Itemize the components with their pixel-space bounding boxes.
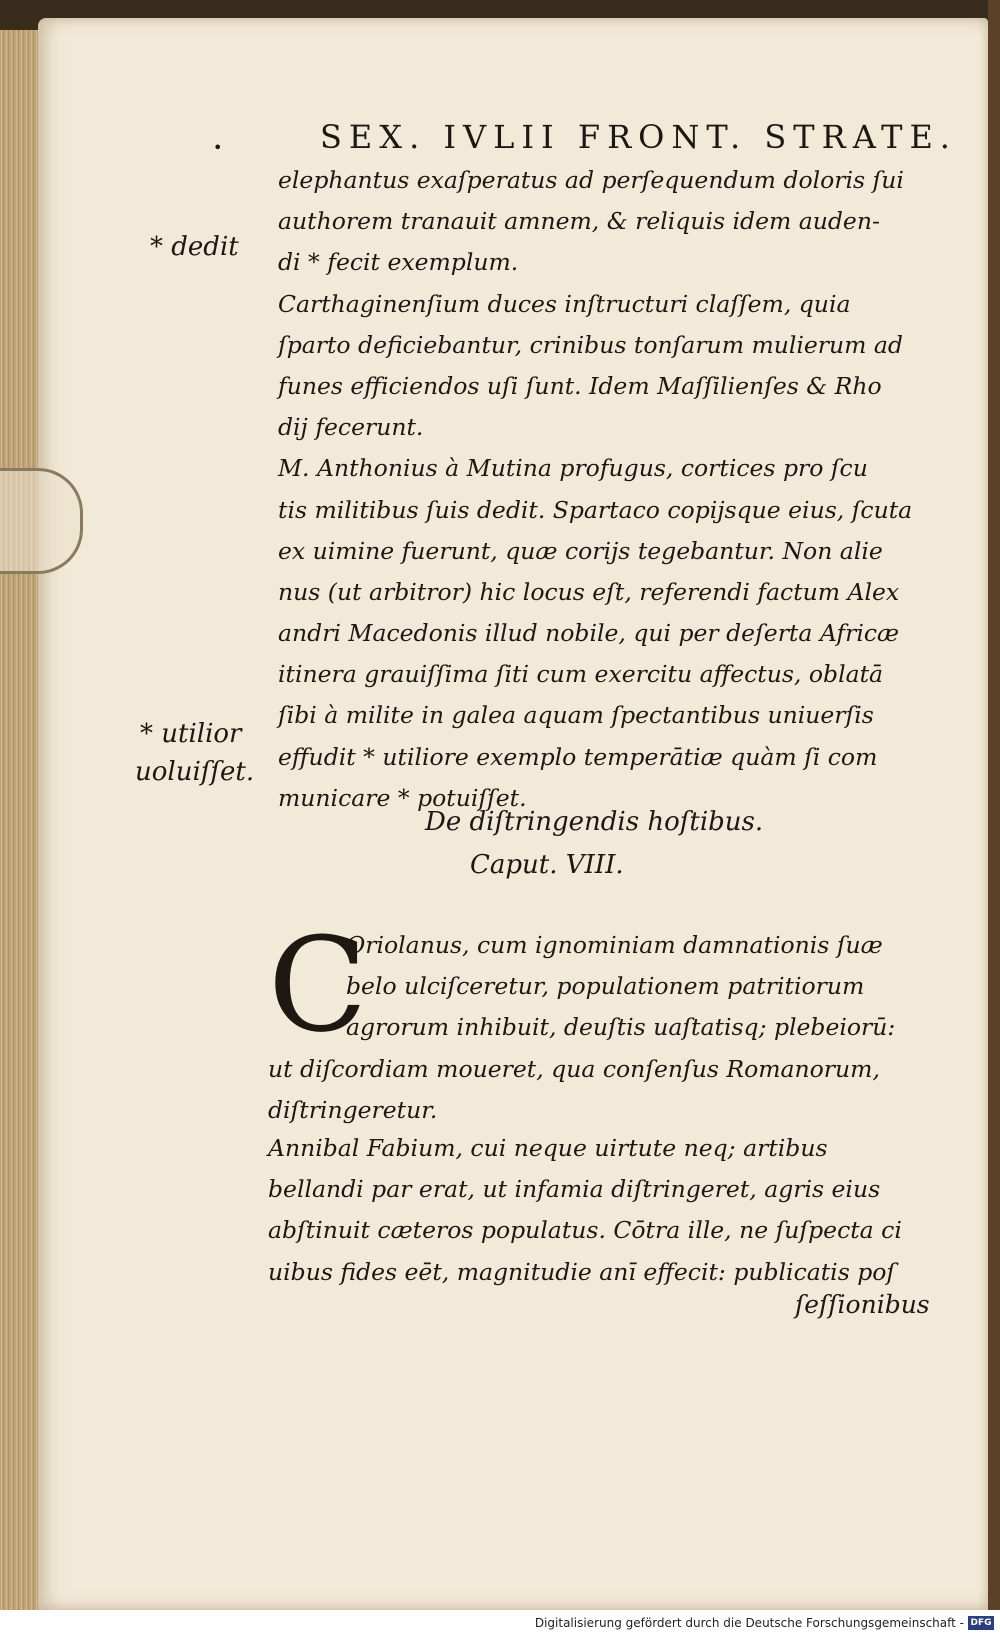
margin-note-utilior: * utilior xyxy=(140,719,242,749)
margin-note-dedit: * dedit xyxy=(150,232,239,262)
gutter-shadow xyxy=(988,0,1000,1610)
body-text-block xyxy=(278,160,963,819)
digitization-footer xyxy=(0,1610,1000,1635)
running-head: SEX. IVLII FRONT. STRATE. xyxy=(320,118,957,156)
text-line: ex uimine fuerunt, quæ corijs tegebantur. Non alie xyxy=(278,536,883,565)
section-title: De diſtringendis hoſtibus. xyxy=(425,807,764,837)
text-line: belo ulciſceretur, populationem patritiorum xyxy=(346,972,865,1001)
printer-mark: • xyxy=(213,138,223,157)
text-line: abſtinuit cæteros populatus. Cōtra ille, ne ſuſpecta ci xyxy=(268,1216,902,1245)
text-line: Oriolanus, cum ignominiam damnationis ſuæ xyxy=(346,931,883,959)
text-line: elephantus exaſperatus ad perſequendum doloris ſui xyxy=(278,166,904,194)
text-line: agrorum inhibuit, deuſtis uaſtatisq; plebeiorū: xyxy=(346,1013,896,1042)
text-line: bellandi par erat, ut infamia diſtringeret, agris eius xyxy=(268,1175,881,1204)
text-line: itinera grauiſſima ſiti cum exercitu affectus, oblatā xyxy=(278,660,884,689)
text-line: ſibi à milite in galea aquam ſpectantibus uniuerſis xyxy=(278,701,874,730)
text-line: dij fecerunt. xyxy=(278,413,424,442)
text-line: authorem tranauit amnem, & reliquis idem auden- xyxy=(278,207,880,236)
text-line: uibus fides eēt, magnitudie anī effecit: publicatis poſ xyxy=(268,1257,896,1286)
text-line: effudit * utiliore exemplo temperātiæ quàm ſi com xyxy=(278,742,878,771)
paragraph-annibal xyxy=(268,1128,963,1293)
book-clasp xyxy=(0,468,83,574)
text-line: Carthaginenſium duces inſtructuri claſſem, quia xyxy=(278,289,851,318)
text-line: andri Macedonis illud nobile, qui per deſerta Africæ xyxy=(278,619,900,648)
margin-note-uoluisset: uoluiſſet. xyxy=(135,757,255,787)
text-line: tis militibus ſuis dedit. Spartaco copijsque eius, ſcuta xyxy=(278,495,913,524)
text-line: Annibal Fabium, cui neque uirtute neq; artibus xyxy=(268,1134,828,1162)
text-line: municare * potuiſſet. xyxy=(278,783,527,812)
chapter-text-block xyxy=(268,925,963,1131)
funding-credit: Digitalisierung gefördert durch die Deutsche Forschungsgemeinschaft - xyxy=(534,1616,964,1630)
text-line: diſtringeretur. xyxy=(268,1095,438,1124)
dfg-logo-icon: DFG xyxy=(968,1616,994,1630)
text-line: nus (ut arbitror) hic locus eſt, referendi factum Alex xyxy=(278,577,900,606)
text-line: funes efficiendos uſi ſunt. Idem Maſſilienſes & Rho xyxy=(278,371,882,400)
text-line: ut diſcordiam moueret, qua conſenſus Romanorum, xyxy=(268,1054,880,1083)
text-line: M. Anthonius à Mutina profugus, cortices pro ſcu xyxy=(278,454,868,483)
drop-cap-initial: C xyxy=(268,909,368,1061)
text-line: ſparto deficiebantur, crinibus tonſarum mulierum ad xyxy=(278,330,903,359)
text-line: di * fecit exemplum. xyxy=(278,248,519,277)
chapter-label: Caput. VIII. xyxy=(470,850,624,880)
catchword: ſeſſionibus xyxy=(795,1290,930,1319)
